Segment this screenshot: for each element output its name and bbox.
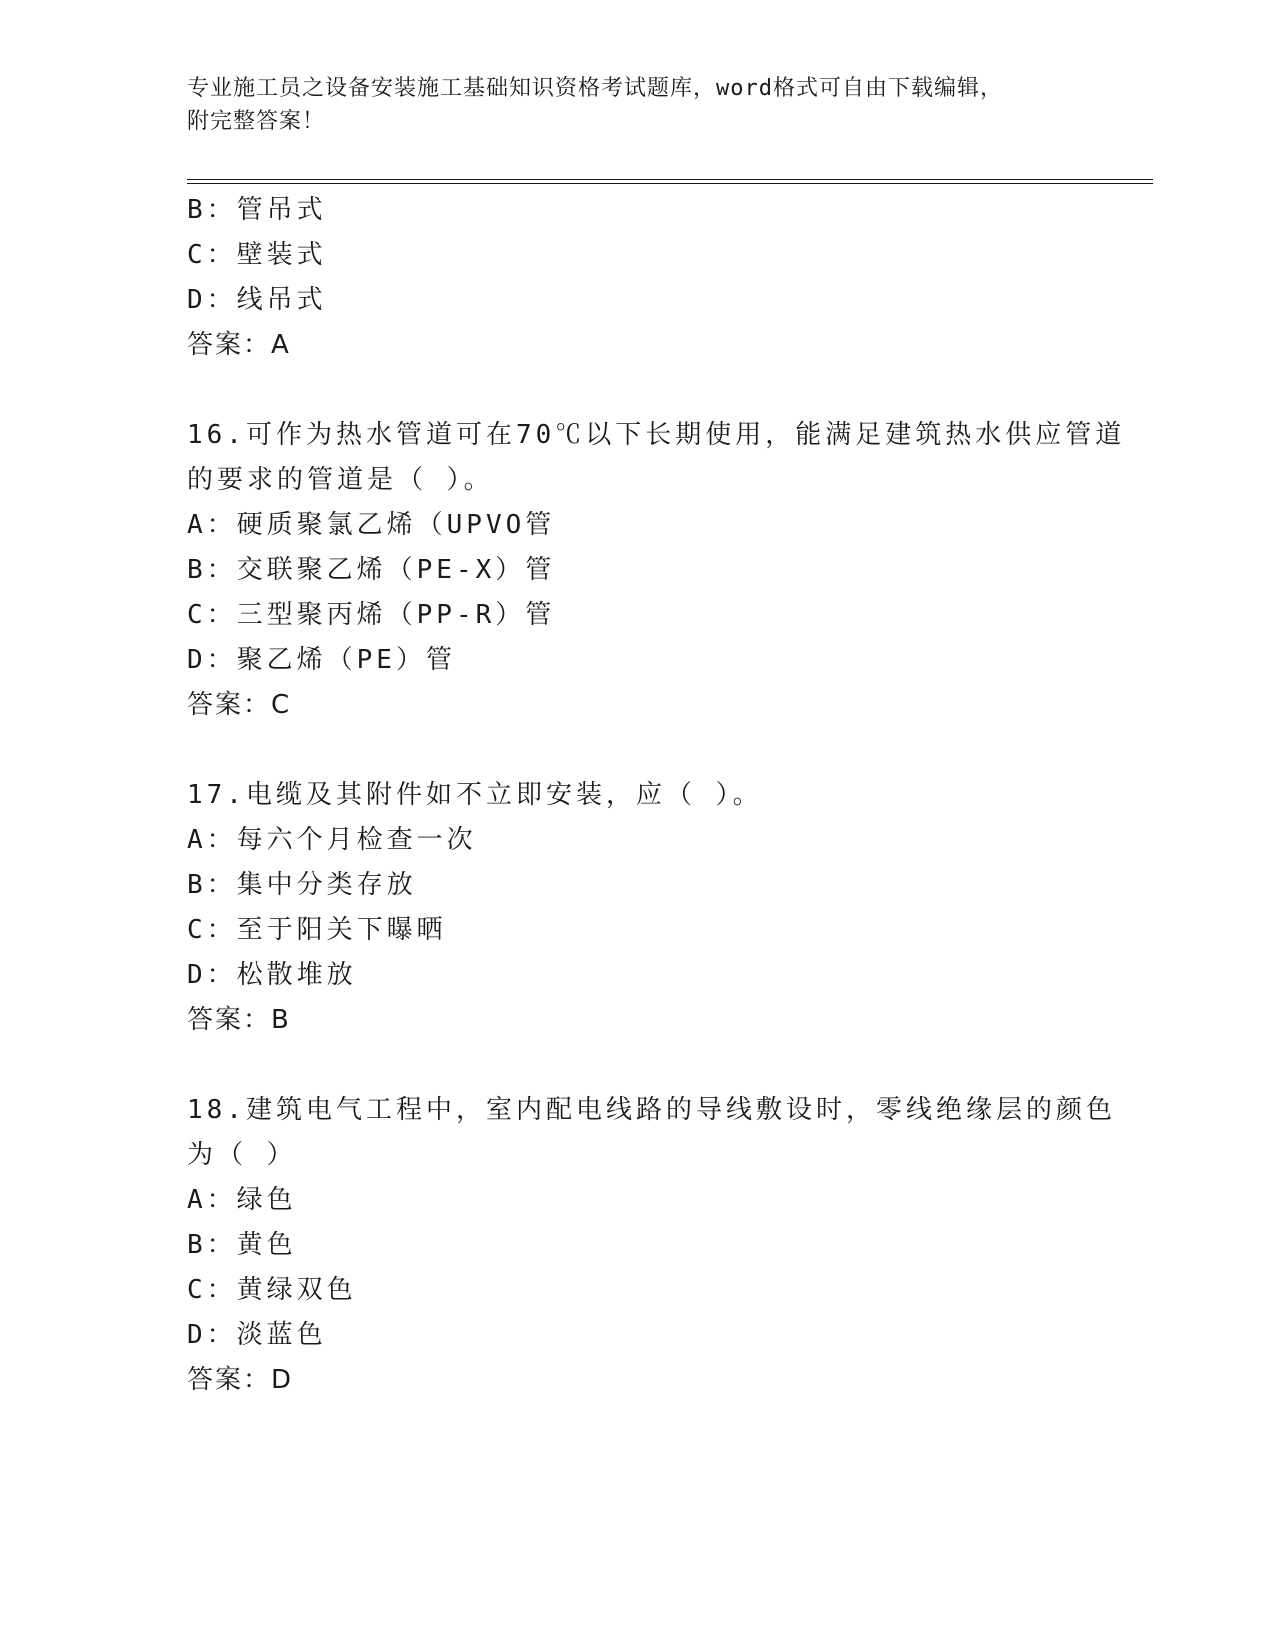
q15-answer: 答案：A (187, 330, 291, 360)
q18-option-c: C：黄绿双色 (187, 1275, 357, 1305)
q17-option-b: B：集中分类存放 (187, 870, 417, 900)
q15-option-c: C：壁装式 (187, 240, 327, 270)
header-line-2: 附完整答案！ (187, 109, 326, 134)
document-header (187, 72, 1087, 138)
q16-option-a: A：硬质聚氯乙烯（UPVO管 (187, 510, 556, 540)
q18-option-b: B：黄色 (187, 1230, 297, 1260)
header-line-1: 专业施工员之设备安装施工基础知识资格考试题库，word格式可自由下载编辑， (187, 76, 1003, 101)
q17-answer: 答案：B (187, 1005, 291, 1035)
q18-stem-line-2: 为（ ） (187, 1140, 297, 1170)
q18-answer: 答案：D (187, 1365, 294, 1395)
q16-option-d: D：聚乙烯（PE）管 (187, 645, 456, 675)
q17-option-c: C：至于阳关下曝晒 (187, 915, 447, 945)
q16-answer: 答案：C (187, 690, 292, 720)
q16-option-b: B：交联聚乙烯（PE-X）管 (187, 555, 556, 585)
header-divider-top (187, 179, 1153, 180)
header-divider-bottom (187, 183, 1153, 184)
q17-stem-line-1: 17.电缆及其附件如不立即安装，应（ ）。 (187, 780, 763, 810)
q17-option-a: A：每六个月检查一次 (187, 825, 477, 855)
q16-stem-line-1: 16.可作为热水管道可在70℃以下长期使用，能满足建筑热水供应管道 (187, 420, 1126, 450)
q18-stem-line-1: 18.建筑电气工程中，室内配电线路的导线敷设时，零线绝缘层的颜色 (187, 1095, 1116, 1125)
q17-option-d: D：松散堆放 (187, 960, 357, 990)
q18-option-d: D：淡蓝色 (187, 1320, 327, 1350)
q15-option-b: B：管吊式 (187, 195, 327, 225)
q15-option-d: D：线吊式 (187, 285, 327, 315)
q18-option-a: A：绿色 (187, 1185, 297, 1215)
q16-option-c: C：三型聚丙烯（PP-R）管 (187, 600, 556, 630)
q16-stem-line-2: 的要求的管道是（ ）。 (187, 465, 494, 495)
